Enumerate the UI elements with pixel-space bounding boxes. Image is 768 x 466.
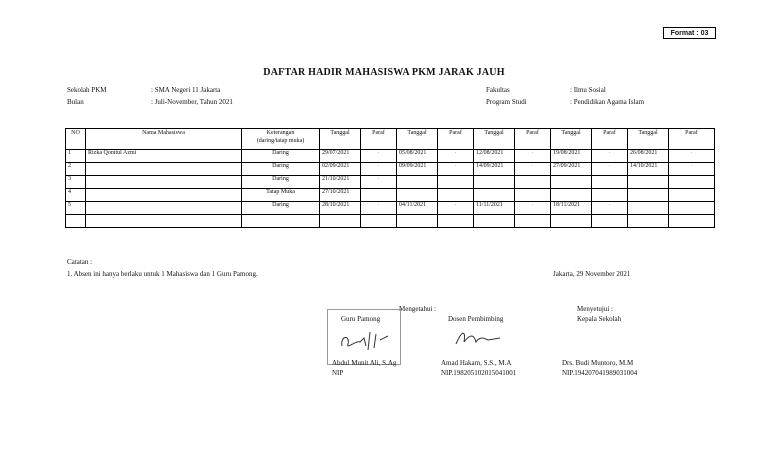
prodi-value: : Pendidikan Agama Islam — [570, 98, 645, 106]
row-paraf — [592, 215, 628, 228]
header-tanggal-4: Tanggal — [551, 129, 592, 150]
row-keterangan: Daring — [242, 150, 320, 163]
row-paraf: . — [361, 150, 397, 163]
row-tanggal: 14/09/2021 — [474, 163, 515, 176]
menyetujui-label: Menyetujui : — [577, 305, 613, 313]
header-paraf-2: Paraf — [438, 129, 474, 150]
row-no: 3 — [66, 176, 86, 189]
row-paraf: . — [515, 150, 551, 163]
fakultas-value: : Ilmu Sosial — [570, 86, 606, 94]
row-tanggal — [628, 215, 669, 228]
row-no: 5 — [66, 202, 86, 215]
row-keterangan: Tatap Muka — [242, 189, 320, 202]
row-tanggal — [397, 215, 438, 228]
table-row — [66, 150, 715, 163]
row-paraf — [438, 176, 474, 189]
guru-signatory — [332, 358, 396, 378]
row-keterangan: Daring — [242, 202, 320, 215]
row-tanggal — [474, 176, 515, 189]
format-label: Format : 03 — [663, 27, 716, 39]
row-tanggal: 18/11/2021 — [551, 202, 592, 215]
dosen-nip: NIP.198205102015041001 — [441, 369, 517, 377]
guru-name: Abdul Munit Ali, S.Ag — [332, 359, 397, 367]
row-nama — [86, 189, 242, 202]
guru-nip: NIP — [332, 369, 344, 377]
row-paraf — [438, 215, 474, 228]
header-keterangan-line1: Keterangan — [266, 130, 295, 136]
fakultas-label: Fakultas — [486, 86, 510, 94]
row-nama: Rizka Qonitul Azmi — [86, 150, 242, 163]
row-paraf: . — [669, 163, 715, 176]
guru-role: Guru Pamong — [341, 315, 381, 323]
kepsek-signatory — [562, 358, 637, 378]
header-tanggal-3: Tanggal — [474, 129, 515, 150]
notes — [67, 256, 258, 280]
row-tanggal — [320, 215, 361, 228]
row-paraf: . — [438, 202, 474, 215]
header-tanggal-5: Tanggal — [628, 129, 669, 150]
bulan-value: : Juli-November, Tahun 2021 — [151, 98, 233, 106]
row-paraf: . — [515, 163, 551, 176]
mengetahui-label: Mengetahui : — [399, 305, 437, 313]
table-row — [66, 202, 715, 215]
row-paraf: . — [438, 163, 474, 176]
row-paraf — [669, 215, 715, 228]
document-title: DAFTAR HADIR MAHASISWA PKM JARAK JAUH — [263, 67, 505, 78]
row-nama — [86, 202, 242, 215]
dosen-role: Dosen Pembimbing — [448, 315, 504, 323]
row-tanggal: 05/08/2021 — [397, 150, 438, 163]
row-paraf — [669, 202, 715, 215]
header-paraf-5: Paraf — [669, 129, 715, 150]
row-nama — [86, 176, 242, 189]
row-paraf: . — [361, 176, 397, 189]
row-no: 1 — [66, 150, 86, 163]
header-keterangan-line2: (daring/tatap muka) — [256, 138, 305, 144]
row-no — [66, 215, 86, 228]
row-tanggal: 28/10/2021 — [320, 202, 361, 215]
info-right — [486, 84, 644, 108]
sekolah-label: Sekolah PKM — [67, 86, 107, 94]
header-nama: Nama Mahasiswa — [86, 129, 242, 150]
kepsek-role: Kepala Sekolah — [577, 315, 622, 323]
row-keterangan — [242, 215, 320, 228]
row-tanggal: 04/11/2021 — [397, 202, 438, 215]
row-paraf — [515, 215, 551, 228]
row-paraf — [669, 176, 715, 189]
dosen-signatory — [441, 358, 516, 378]
notes-item-1: 1. Absen ini hanya berlaku untuk 1 Mahasiswa dan 1 Guru Pamong. — [67, 270, 258, 278]
header-paraf-3: Paraf — [515, 129, 551, 150]
row-tanggal — [628, 176, 669, 189]
guru-signature-image — [336, 326, 396, 354]
row-tanggal — [551, 176, 592, 189]
row-tanggal — [397, 189, 438, 202]
row-tanggal — [551, 215, 592, 228]
row-tanggal: 02/09/2021 — [320, 163, 361, 176]
info-left — [67, 84, 233, 108]
row-paraf: . — [669, 150, 715, 163]
header-paraf-4: Paraf — [592, 129, 628, 150]
row-no: 2 — [66, 163, 86, 176]
row-tanggal: 21/10/2021 — [320, 176, 361, 189]
header-tanggal-2: Tanggal — [397, 129, 438, 150]
row-paraf: . — [592, 163, 628, 176]
prodi-label: Program Studi — [486, 98, 527, 106]
row-paraf — [438, 189, 474, 202]
header-no: NO — [66, 129, 86, 150]
row-paraf — [592, 176, 628, 189]
row-tanggal: 27/10/2021 — [320, 189, 361, 202]
row-tanggal: 29/07/2021 — [320, 150, 361, 163]
row-paraf: . — [592, 202, 628, 215]
row-tanggal: 09/09/2021 — [397, 163, 438, 176]
row-tanggal — [551, 189, 592, 202]
sekolah-value: : SMA Negeri 11 Jakarta — [151, 86, 221, 94]
table-row — [66, 163, 715, 176]
row-paraf: . — [592, 150, 628, 163]
table-row — [66, 176, 715, 189]
row-tanggal — [397, 176, 438, 189]
row-tanggal — [628, 189, 669, 202]
row-tanggal: 26/08/2021 — [628, 150, 669, 163]
notes-heading: Catatan : — [67, 258, 93, 266]
row-tanggal: 19/08/2021 — [551, 150, 592, 163]
row-paraf — [515, 176, 551, 189]
header-keterangan — [242, 129, 320, 150]
row-tanggal: 11/11/2021 — [474, 202, 515, 215]
row-tanggal: 14/10/2021 — [628, 163, 669, 176]
dosen-signature-image — [452, 326, 504, 350]
row-tanggal — [628, 202, 669, 215]
row-paraf — [515, 189, 551, 202]
row-keterangan: Daring — [242, 163, 320, 176]
row-nama — [86, 163, 242, 176]
row-paraf — [669, 189, 715, 202]
row-paraf: . — [515, 202, 551, 215]
kepsek-name: Drs. Budi Muntoro, M.M — [562, 359, 634, 367]
row-paraf — [361, 189, 397, 202]
row-paraf: . — [438, 150, 474, 163]
attendance-table — [65, 128, 715, 228]
header-paraf-1: Paraf — [361, 129, 397, 150]
row-tanggal: 27/09/2021 — [551, 163, 592, 176]
row-paraf — [592, 189, 628, 202]
dosen-name: Amad Hakam, S.S., M.A — [441, 359, 512, 367]
row-keterangan: Daring — [242, 176, 320, 189]
row-tanggal — [474, 215, 515, 228]
row-paraf: . — [361, 202, 397, 215]
row-nama — [86, 215, 242, 228]
table-row — [66, 215, 715, 228]
table-row — [66, 189, 715, 202]
header-tanggal-1: Tanggal — [320, 129, 361, 150]
place-date: Jakarta, 29 November 2021 — [553, 270, 631, 278]
row-paraf: . — [361, 163, 397, 176]
bulan-label: Bulan — [67, 98, 84, 106]
table-header-row — [66, 129, 715, 150]
kepsek-nip: NIP.194207041989031004 — [562, 369, 638, 377]
row-no: 4 — [66, 189, 86, 202]
row-paraf — [361, 215, 397, 228]
row-tanggal: 12/08/2021 — [474, 150, 515, 163]
row-tanggal — [474, 189, 515, 202]
